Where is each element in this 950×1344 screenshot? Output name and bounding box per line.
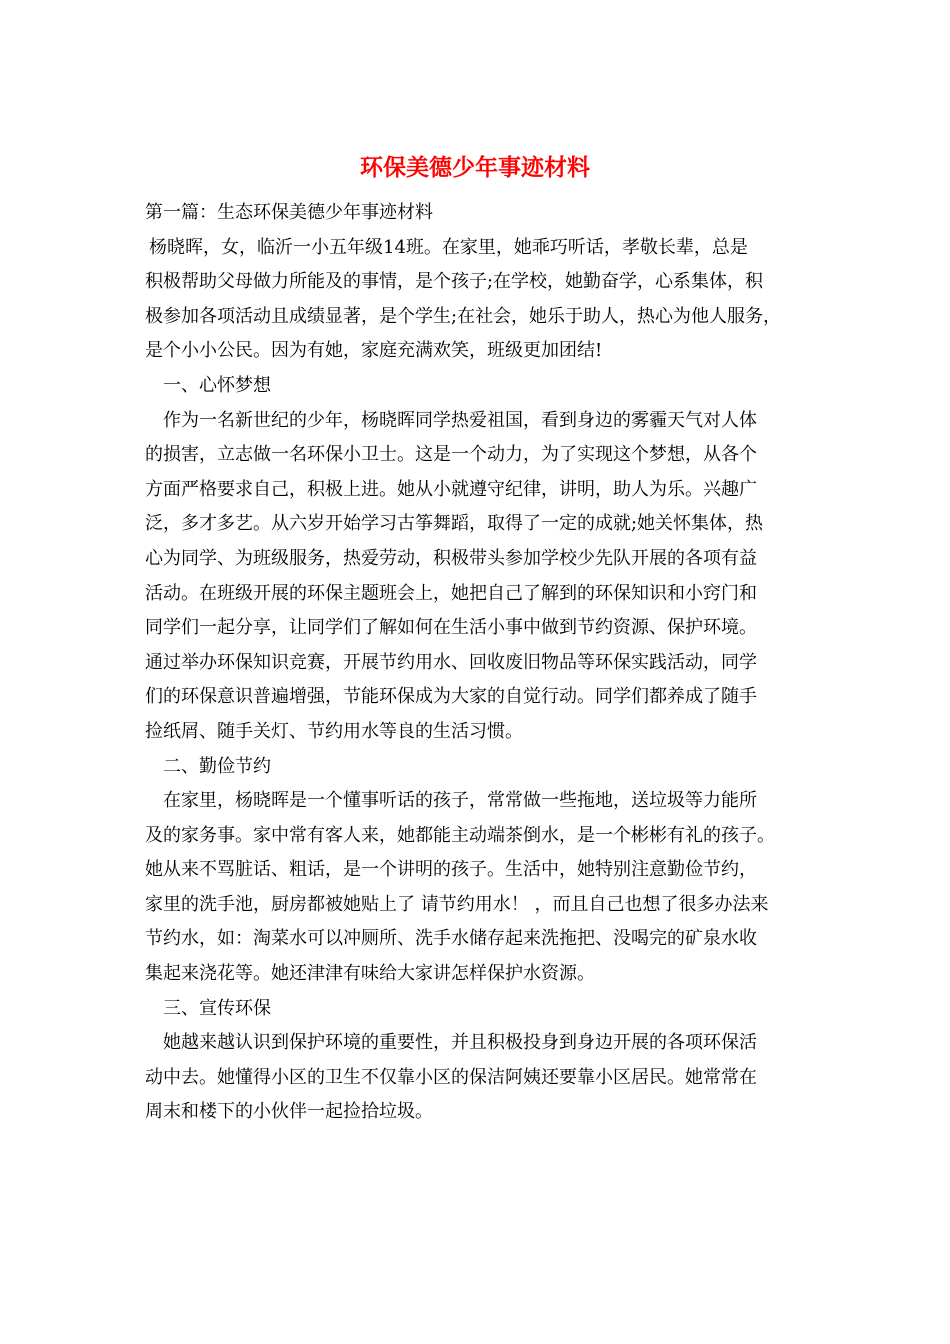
- text-line: 在家里，杨晓晖是一个懂事听话的孩子，常常做一些拖地，送垃圾等力能所: [163, 790, 757, 812]
- text-line: 杨晓晖，女，临沂一小五年级14班。在家里，她乖巧听话，孝敬长辈，总是: [149, 236, 748, 258]
- text-line: 捡纸屑、随手关灯、节约用水等良的生活习惯。: [145, 720, 523, 742]
- text-line: 的损害，立志做一名环保小卫士。这是一个动力，为了实现这个梦想，从各个: [145, 444, 757, 466]
- text-line: 同学们一起分享，让同学们了解如何在生活小事中做到节约资源、保护环境。: [145, 617, 757, 639]
- text-line: 泛，多才多艺。从六岁开始学习古筝舞蹈，取得了一定的成就;她关怀集体，热: [145, 513, 764, 535]
- text-line: 二、勤俭节约: [163, 755, 271, 777]
- text-line: 及的家务事。家中常有客人来，她都能主动端茶倒水，是一个彬彬有礼的孩子。: [145, 824, 775, 846]
- text-line: 节约水，如：淘菜水可以冲厕所、洗手水储存起来洗拖把、没喝完的矿泉水收: [145, 928, 757, 950]
- text-line: 方面严格要求自己，积极上进。她从小就遵守纪律，讲明，助人为乐。兴趣广: [145, 478, 757, 500]
- text-line: 通过举办环保知识竞赛，开展节约用水、回收废旧物品等环保实践活动，同学: [145, 651, 757, 673]
- text-line: 动中去。她懂得小区的卫生不仅靠小区的保洁阿姨还要靠小区居民。她常常在: [145, 1066, 757, 1088]
- text-line: 极参加各项活动且成绩显著，是个学生;在社会，她乐于助人，热心为他人服务，: [145, 305, 782, 327]
- text-line: 她从来不骂脏话、粗话，是一个讲明的孩子。生活中，她特别注意勤俭节约，: [145, 859, 757, 881]
- text-line: 作为一名新世纪的少年，杨晓晖同学热爱祖国，看到身边的雾霾天气对人体: [163, 409, 757, 431]
- text-line: 积极帮助父母做力所能及的事情，是个孩子;在学校，她勤奋学，心系集体，积: [145, 271, 764, 293]
- document-body: [145, 196, 815, 1130]
- text-line: 周末和楼下的小伙伴一起捡拾垃圾。: [145, 1101, 433, 1123]
- text-line: 活动。在班级开展的环保主题班会上，她把自己了解到的环保知识和小窍门和: [145, 582, 757, 604]
- text-line: 心为同学、为班级服务，热爱劳动，积极带头参加学校少先队开展的各项有益: [145, 547, 757, 569]
- text-line: 第一篇：生态环保美德少年事迹材料: [145, 202, 433, 223]
- text-line: 集起来浇花等。她还津津有味给大家讲怎样保护水资源。: [145, 963, 595, 985]
- text-line: 们的环保意识普遍增强，节能环保成为大家的自觉行动。同学们都养成了随手: [145, 686, 757, 708]
- text-line: 家里的洗手池，厨房都被她贴上了 请节约用水！ ，而且自己也想了很多办法来: [145, 893, 769, 915]
- document-title: 环保美德少年事迹材料: [360, 154, 590, 181]
- text-line: 是个小小公民。因为有她，家庭充满欢笑，班级更加团结!: [145, 340, 603, 362]
- text-line: 一、心怀梦想: [163, 374, 271, 396]
- text-line: 她越来越认识到保护环境的重要性，并且积极投身到身边开展的各项环保活: [163, 1032, 757, 1054]
- text-line: 三、宣传环保: [163, 997, 271, 1019]
